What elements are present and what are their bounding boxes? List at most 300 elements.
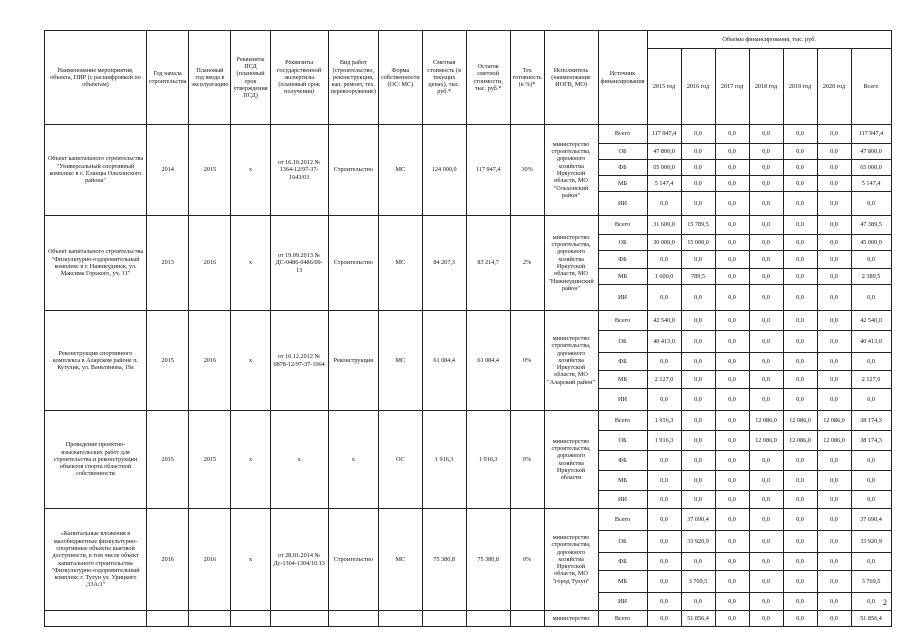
amount-cell: 2 389,5 bbox=[851, 269, 891, 285]
remaining-cost: 1 916,3 bbox=[466, 411, 510, 509]
amount-cell: 0,0 bbox=[749, 311, 783, 331]
amount-cell: 5 147,4 bbox=[851, 176, 891, 192]
table-row bbox=[45, 125, 892, 144]
work-type: Строительство bbox=[328, 216, 378, 311]
funding-source: ИИ bbox=[598, 285, 647, 311]
amount-cell: 0,0 bbox=[681, 125, 715, 144]
amount-cell: 0,0 bbox=[681, 371, 715, 389]
start-year: 2015 bbox=[147, 311, 189, 411]
amount-cell: 0,0 bbox=[715, 235, 749, 251]
funding-source: ОБ bbox=[598, 431, 647, 451]
amount-cell: 0,0 bbox=[817, 389, 851, 411]
planned-year: 2016 bbox=[189, 509, 231, 611]
remaining-cost: 75 380,8 bbox=[466, 509, 510, 611]
amount-cell: 0,0 bbox=[749, 251, 783, 269]
amount-cell: 42 540,0 bbox=[851, 311, 891, 331]
amount-cell: 0,0 bbox=[715, 144, 749, 160]
table-row bbox=[45, 311, 892, 331]
project-name: Объект капитального строительства "Универсальный спортивный комплекс в с. Еланцы Ольхонского района" bbox=[45, 125, 147, 216]
header-year: 2020 год bbox=[817, 49, 851, 125]
amount-cell: 0,0 bbox=[783, 311, 817, 331]
funding-source: ИИ bbox=[598, 491, 647, 509]
funding-source: ОБ bbox=[598, 144, 647, 160]
amount-cell: 31 600,0 bbox=[647, 216, 681, 235]
amount-cell: 65 000,0 bbox=[647, 160, 681, 176]
start-year: 2016 bbox=[147, 509, 189, 611]
amount-cell: 0,0 bbox=[715, 451, 749, 471]
amount-cell: 0,0 bbox=[681, 251, 715, 269]
amount-cell: 0,0 bbox=[851, 353, 891, 371]
executor: министерство строительства, дорожного хозяйства Иркутской области, МО "Ольхонский район" bbox=[544, 125, 598, 216]
executor: министерство bbox=[544, 611, 598, 627]
amount-cell: 0,0 bbox=[681, 311, 715, 331]
amount-cell: 0,0 bbox=[783, 611, 817, 627]
estimated-cost: 75 380,8 bbox=[422, 509, 466, 611]
executor: министерство строительства, дорожного хозяйства Иркутской области, МО "город Тулун" bbox=[544, 509, 598, 611]
planned-year: 2016 bbox=[189, 216, 231, 311]
amount-cell: 0,0 bbox=[715, 553, 749, 571]
funding-source: Всего bbox=[598, 611, 647, 627]
amount-cell: 12 086,0 bbox=[817, 411, 851, 431]
amount-cell: 0,0 bbox=[681, 192, 715, 216]
amount-cell: 0,0 bbox=[783, 125, 817, 144]
amount-cell: 0,0 bbox=[817, 451, 851, 471]
amount-cell: 0,0 bbox=[749, 176, 783, 192]
header-funding-source: Источник финансирования bbox=[598, 31, 647, 125]
header-psd: Реквизиты ПСД (плановый срок утверждения ПСД) bbox=[231, 31, 270, 125]
amount-cell: 0,0 bbox=[851, 471, 891, 491]
estimated-cost: 61 084,4 bbox=[422, 311, 466, 411]
amount-cell: 0,0 bbox=[715, 311, 749, 331]
amount-cell: 0,0 bbox=[749, 192, 783, 216]
amount-cell: 0,0 bbox=[817, 531, 851, 553]
funding-source: ФБ bbox=[598, 160, 647, 176]
amount-cell: 117 947,4 bbox=[647, 125, 681, 144]
page-number: 2 bbox=[883, 598, 887, 607]
amount-cell: 0,0 bbox=[681, 553, 715, 571]
amount-cell: 0,0 bbox=[647, 389, 681, 411]
amount-cell: 0,0 bbox=[817, 593, 851, 611]
work-type: Реконструкция bbox=[328, 311, 378, 411]
amount-cell: 0,0 bbox=[783, 593, 817, 611]
amount-cell: 5 147,4 bbox=[647, 176, 681, 192]
amount-cell: 1 600,0 bbox=[647, 269, 681, 285]
amount-cell: 15 789,5 bbox=[681, 216, 715, 235]
funding-source: ОБ bbox=[598, 235, 647, 251]
empty-cell bbox=[189, 611, 231, 627]
amount-cell: 42 540,0 bbox=[647, 311, 681, 331]
amount-cell: 0,0 bbox=[817, 125, 851, 144]
amount-cell: 0,0 bbox=[783, 531, 817, 553]
readiness: 0% bbox=[510, 509, 544, 611]
header-executor: Исполнитель (наименование ИОГВ, МО) bbox=[544, 31, 598, 125]
amount-cell: 0,0 bbox=[783, 192, 817, 216]
table-row bbox=[45, 509, 892, 531]
amount-cell: 0,0 bbox=[817, 491, 851, 509]
readiness: 2% bbox=[510, 216, 544, 311]
ownership: МС bbox=[378, 311, 422, 411]
funding-source: Всего bbox=[598, 311, 647, 331]
header-year: 2018 год bbox=[749, 49, 783, 125]
amount-cell: 0,0 bbox=[783, 353, 817, 371]
amount-cell: 40 413,0 bbox=[647, 331, 681, 353]
amount-cell: 0,0 bbox=[851, 389, 891, 411]
start-year: 2013 bbox=[147, 216, 189, 311]
expertise: от 16.10.2012 № 1364-12/97-37-1043/03 bbox=[270, 125, 328, 216]
amount-cell: 47 389,5 bbox=[851, 216, 891, 235]
table-row bbox=[45, 411, 892, 431]
amount-cell: 0,0 bbox=[715, 509, 749, 531]
amount-cell: 0,0 bbox=[681, 411, 715, 431]
amount-cell: 0,0 bbox=[749, 235, 783, 251]
amount-cell: 0,0 bbox=[715, 593, 749, 611]
amount-cell: 0,0 bbox=[715, 251, 749, 269]
expertise: от 10.12.2012 № 0878-12/97-37-1064 bbox=[270, 311, 328, 411]
header-planned-year: Плановый год ввода в эксплуатацию bbox=[189, 31, 231, 125]
amount-cell: 0,0 bbox=[817, 251, 851, 269]
amount-cell: 0,0 bbox=[715, 269, 749, 285]
ownership: ОС bbox=[378, 411, 422, 509]
amount-cell: 0,0 bbox=[715, 285, 749, 311]
funding-source: ИИ bbox=[598, 192, 647, 216]
amount-cell: 0,0 bbox=[647, 509, 681, 531]
amount-cell: 0,0 bbox=[647, 571, 681, 593]
amount-cell: 0,0 bbox=[817, 571, 851, 593]
empty-cell bbox=[147, 611, 189, 627]
amount-cell: 0,0 bbox=[749, 611, 783, 627]
executor: министерство строительства, дорожного хозяйства Иркутской области, МО "Нижнеудинский район" bbox=[544, 216, 598, 311]
amount-cell: 0,0 bbox=[851, 491, 891, 509]
amount-cell: 30 000,0 bbox=[647, 235, 681, 251]
amount-cell: 2 127,0 bbox=[647, 371, 681, 389]
amount-cell: 38 174,3 bbox=[851, 431, 891, 451]
header-ownership: Форма собственности (ОС/ МС) bbox=[378, 31, 422, 125]
amount-cell: 37 690,4 bbox=[851, 509, 891, 531]
project-name: Проведение проектно-изыскательских работ для строительства и реконструкции объектов спорта областной собственности bbox=[45, 411, 147, 509]
remaining-cost: 83 214,7 bbox=[466, 216, 510, 311]
amount-cell: 0,0 bbox=[715, 411, 749, 431]
header-year: 2019 год bbox=[783, 49, 817, 125]
header-expertise: Реквизиты государственной экспертизы (плановый срок получения) bbox=[270, 31, 328, 125]
planned-year: 2015 bbox=[189, 411, 231, 509]
amount-cell: 33 920,9 bbox=[681, 531, 715, 553]
amount-cell: 0,0 bbox=[715, 176, 749, 192]
psd: х bbox=[231, 125, 270, 216]
funding-source: МБ bbox=[598, 471, 647, 491]
amount-cell: 0,0 bbox=[681, 431, 715, 451]
amount-cell: 0,0 bbox=[851, 593, 891, 611]
amount-cell: 0,0 bbox=[783, 451, 817, 471]
estimated-cost: 84 267,3 bbox=[422, 216, 466, 311]
amount-cell: 0,0 bbox=[817, 269, 851, 285]
amount-cell: 47 800,0 bbox=[647, 144, 681, 160]
remaining-cost: 117 947,4 bbox=[466, 125, 510, 216]
amount-cell: 0,0 bbox=[783, 160, 817, 176]
remaining-cost: 61 084,4 bbox=[466, 311, 510, 411]
amount-cell: 0,0 bbox=[647, 531, 681, 553]
amount-cell: 0,0 bbox=[681, 144, 715, 160]
amount-cell: 0,0 bbox=[647, 593, 681, 611]
amount-cell: 0,0 bbox=[817, 160, 851, 176]
readiness: 30% bbox=[510, 125, 544, 216]
header-year: 2017 год bbox=[715, 49, 749, 125]
amount-cell: 0,0 bbox=[749, 269, 783, 285]
amount-cell: 0,0 bbox=[681, 451, 715, 471]
amount-cell: 0,0 bbox=[783, 251, 817, 269]
amount-cell: 0,0 bbox=[783, 553, 817, 571]
amount-cell: 0,0 bbox=[817, 353, 851, 371]
funding-source: ФБ bbox=[598, 251, 647, 269]
amount-cell: 0,0 bbox=[715, 331, 749, 353]
empty-cell bbox=[510, 611, 544, 627]
financing-table bbox=[44, 30, 892, 627]
amount-cell: 0,0 bbox=[681, 285, 715, 311]
amount-cell: 0,0 bbox=[681, 176, 715, 192]
amount-cell: 0,0 bbox=[817, 192, 851, 216]
amount-cell: 0,0 bbox=[647, 353, 681, 371]
project-name: Объект капитального строительства "Физкультурно-оздоровительный комплекс в г. Нижнеудинск, ул. Максима Горького, уч. 11" bbox=[45, 216, 147, 311]
amount-cell: 0,0 bbox=[749, 471, 783, 491]
amount-cell: 12 086,0 bbox=[783, 411, 817, 431]
amount-cell: 0,0 bbox=[851, 553, 891, 571]
executor: министерство строительства, дорожного хозяйства Иркутской области, МО "Аларский район" bbox=[544, 311, 598, 411]
amount-cell: 0,0 bbox=[681, 160, 715, 176]
amount-cell: 45 000,0 bbox=[851, 235, 891, 251]
amount-cell: 0,0 bbox=[783, 509, 817, 531]
amount-cell: 0,0 bbox=[749, 331, 783, 353]
amount-cell: 0,0 bbox=[647, 285, 681, 311]
amount-cell: 40 413,0 bbox=[851, 331, 891, 353]
empty-cell bbox=[45, 611, 147, 627]
amount-cell: 0,0 bbox=[817, 235, 851, 251]
amount-cell: 0,0 bbox=[715, 192, 749, 216]
amount-cell: 0,0 bbox=[817, 553, 851, 571]
amount-cell: 0,0 bbox=[783, 331, 817, 353]
amount-cell: 0,0 bbox=[851, 285, 891, 311]
amount-cell: 0,0 bbox=[749, 509, 783, 531]
amount-cell: 12 086,0 bbox=[817, 431, 851, 451]
amount-cell: 0,0 bbox=[715, 160, 749, 176]
amount-cell: 0,0 bbox=[817, 176, 851, 192]
amount-cell: 0,0 bbox=[783, 285, 817, 311]
ownership: МС bbox=[378, 216, 422, 311]
amount-cell: 0,0 bbox=[783, 471, 817, 491]
amount-cell: 0,0 bbox=[681, 491, 715, 509]
amount-cell: 0,0 bbox=[715, 611, 749, 627]
project-name: Реконструкция спортивного комплекса в Аларском районе п. Кутулик, ул. Ваньтинова, 19а bbox=[45, 311, 147, 411]
amount-cell: 789,5 bbox=[681, 269, 715, 285]
amount-cell: 0,0 bbox=[783, 216, 817, 235]
planned-year: 2015 bbox=[189, 125, 231, 216]
amount-cell: 0,0 bbox=[715, 491, 749, 509]
expertise: от 28.01.2014 № Дс-1304-1304/10.13 bbox=[270, 509, 328, 611]
amount-cell: 37 690,4 bbox=[681, 509, 715, 531]
amount-cell: 0,0 bbox=[749, 125, 783, 144]
header-work-type: Вид работ (строительство, реконструкция, кап. ремонт, тех. перевооружение) bbox=[328, 31, 378, 125]
funding-source: Всего bbox=[598, 216, 647, 235]
ownership: МС bbox=[378, 509, 422, 611]
amount-cell: 0,0 bbox=[817, 611, 851, 627]
start-year: 2015 bbox=[147, 411, 189, 509]
amount-cell: 15 000,0 bbox=[681, 235, 715, 251]
work-type: х bbox=[328, 411, 378, 509]
amount-cell: 0,0 bbox=[817, 216, 851, 235]
amount-cell: 0,0 bbox=[715, 353, 749, 371]
amount-cell: 0,0 bbox=[647, 491, 681, 509]
estimated-cost: 1 916,3 bbox=[422, 411, 466, 509]
empty-cell bbox=[378, 611, 422, 627]
amount-cell: 0,0 bbox=[715, 531, 749, 553]
start-year: 2014 bbox=[147, 125, 189, 216]
header-year: Всего bbox=[851, 49, 891, 125]
funding-source: Всего bbox=[598, 125, 647, 144]
header-remaining-cost: Остаток сметной стоимости, тыс. руб.* bbox=[466, 31, 510, 125]
amount-cell: 0,0 bbox=[749, 285, 783, 311]
amount-cell: 51 856,4 bbox=[681, 611, 715, 627]
amount-cell: 117 947,4 bbox=[851, 125, 891, 144]
amount-cell: 12 086,0 bbox=[749, 411, 783, 431]
amount-cell: 0,0 bbox=[715, 389, 749, 411]
amount-cell: 0,0 bbox=[749, 389, 783, 411]
header-year: 2015 год bbox=[647, 49, 681, 125]
amount-cell: 47 800,0 bbox=[851, 144, 891, 160]
empty-cell bbox=[231, 611, 270, 627]
amount-cell: 0,0 bbox=[851, 251, 891, 269]
amount-cell: 51 856,4 bbox=[851, 611, 891, 627]
amount-cell: 65 000,0 bbox=[851, 160, 891, 176]
amount-cell: 3 769,5 bbox=[851, 571, 891, 593]
amount-cell: 0,0 bbox=[715, 471, 749, 491]
funding-source: ОБ bbox=[598, 331, 647, 353]
funding-source: МБ bbox=[598, 571, 647, 593]
amount-cell: 0,0 bbox=[647, 251, 681, 269]
work-type: Строительство bbox=[328, 125, 378, 216]
readiness: 0% bbox=[510, 411, 544, 509]
amount-cell: 0,0 bbox=[647, 611, 681, 627]
header-volumes: Объемы финансирования, тыс. руб. bbox=[647, 31, 891, 49]
expertise: х bbox=[270, 411, 328, 509]
amount-cell: 12 086,0 bbox=[749, 431, 783, 451]
amount-cell: 38 174,3 bbox=[851, 411, 891, 431]
amount-cell: 0,0 bbox=[749, 593, 783, 611]
header-estimated-cost: Сметная стоимость (в текущих ценах), тыс. руб.* bbox=[422, 31, 466, 125]
funding-source: Всего bbox=[598, 411, 647, 431]
amount-cell: 0,0 bbox=[851, 451, 891, 471]
psd: х bbox=[231, 411, 270, 509]
psd: х bbox=[231, 509, 270, 611]
amount-cell: 1 916,3 bbox=[647, 431, 681, 451]
amount-cell: 0,0 bbox=[749, 160, 783, 176]
funding-source: ФБ bbox=[598, 451, 647, 471]
amount-cell: 0,0 bbox=[647, 471, 681, 491]
work-type: Строительство bbox=[328, 509, 378, 611]
executor: министерство строительства, дорожного хозяйства Иркутской области bbox=[544, 411, 598, 509]
amount-cell: 0,0 bbox=[783, 371, 817, 389]
empty-cell bbox=[328, 611, 378, 627]
empty-cell bbox=[422, 611, 466, 627]
amount-cell: 3 769,5 bbox=[681, 571, 715, 593]
amount-cell: 33 920,9 bbox=[851, 531, 891, 553]
psd: х bbox=[231, 311, 270, 411]
amount-cell: 1 916,3 bbox=[647, 411, 681, 431]
amount-cell: 0,0 bbox=[647, 192, 681, 216]
amount-cell: 0,0 bbox=[817, 311, 851, 331]
funding-source: МБ bbox=[598, 371, 647, 389]
funding-source: ИИ bbox=[598, 593, 647, 611]
amount-cell: 0,0 bbox=[749, 371, 783, 389]
amount-cell: 0,0 bbox=[817, 144, 851, 160]
ownership: МС bbox=[378, 125, 422, 216]
expertise: от 19.09.2013 № ДС-0486-0486/09-13 bbox=[270, 216, 328, 311]
amount-cell: 0,0 bbox=[783, 176, 817, 192]
amount-cell: 2 127,0 bbox=[851, 371, 891, 389]
amount-cell: 0,0 bbox=[783, 235, 817, 251]
table-row bbox=[45, 611, 892, 627]
table-row bbox=[45, 216, 892, 235]
amount-cell: 0,0 bbox=[681, 593, 715, 611]
amount-cell: 0,0 bbox=[749, 144, 783, 160]
amount-cell: 0,0 bbox=[817, 371, 851, 389]
amount-cell: 0,0 bbox=[783, 144, 817, 160]
funding-source: МБ bbox=[598, 269, 647, 285]
amount-cell: 0,0 bbox=[715, 571, 749, 593]
amount-cell: 0,0 bbox=[715, 431, 749, 451]
amount-cell: 0,0 bbox=[715, 371, 749, 389]
planned-year: 2016 bbox=[189, 311, 231, 411]
amount-cell: 0,0 bbox=[681, 471, 715, 491]
empty-cell bbox=[466, 611, 510, 627]
amount-cell: 0,0 bbox=[817, 285, 851, 311]
amount-cell: 0,0 bbox=[783, 389, 817, 411]
amount-cell: 0,0 bbox=[749, 353, 783, 371]
header-year: 2016 год bbox=[681, 49, 715, 125]
amount-cell: 12 086,0 bbox=[783, 431, 817, 451]
amount-cell: 0,0 bbox=[817, 471, 851, 491]
amount-cell: 0,0 bbox=[681, 389, 715, 411]
psd: х bbox=[231, 216, 270, 311]
amount-cell: 0,0 bbox=[851, 192, 891, 216]
amount-cell: 0,0 bbox=[715, 125, 749, 144]
amount-cell: 0,0 bbox=[783, 269, 817, 285]
amount-cell: 0,0 bbox=[749, 491, 783, 509]
amount-cell: 0,0 bbox=[817, 331, 851, 353]
funding-source: ОБ bbox=[598, 531, 647, 553]
funding-source: ИИ bbox=[598, 389, 647, 411]
amount-cell: 0,0 bbox=[817, 509, 851, 531]
amount-cell: 0,0 bbox=[749, 553, 783, 571]
funding-source: ФБ bbox=[598, 353, 647, 371]
amount-cell: 0,0 bbox=[647, 451, 681, 471]
amount-cell: 0,0 bbox=[681, 353, 715, 371]
funding-source: МБ bbox=[598, 176, 647, 192]
header-start-year: Год начала строительства bbox=[147, 31, 189, 125]
amount-cell: 0,0 bbox=[749, 451, 783, 471]
amount-cell: 0,0 bbox=[783, 571, 817, 593]
amount-cell: 0,0 bbox=[749, 531, 783, 553]
amount-cell: 0,0 bbox=[647, 553, 681, 571]
amount-cell: 0,0 bbox=[715, 216, 749, 235]
empty-cell bbox=[270, 611, 328, 627]
header-readiness: Тех готовность (в %)* bbox=[510, 31, 544, 125]
project-name: «Капитальные вложения в малобюджетные физкультурно-спортивные объекты шаговой доступности, в том числе объект капитального строительства "Физкультурно-оздоровительный комплекс г. Тулун ул. Урицкого ,33А/1" bbox=[45, 509, 147, 611]
amount-cell: 0,0 bbox=[749, 216, 783, 235]
amount-cell: 0,0 bbox=[681, 331, 715, 353]
funding-source: ФБ bbox=[598, 553, 647, 571]
estimated-cost: 124 000,0 bbox=[422, 125, 466, 216]
amount-cell: 0,0 bbox=[783, 491, 817, 509]
funding-source: Всего bbox=[598, 509, 647, 531]
header-name: Наименование мероприятия, объекта, ПИР (с расшифровкой по объектам) bbox=[45, 31, 147, 125]
